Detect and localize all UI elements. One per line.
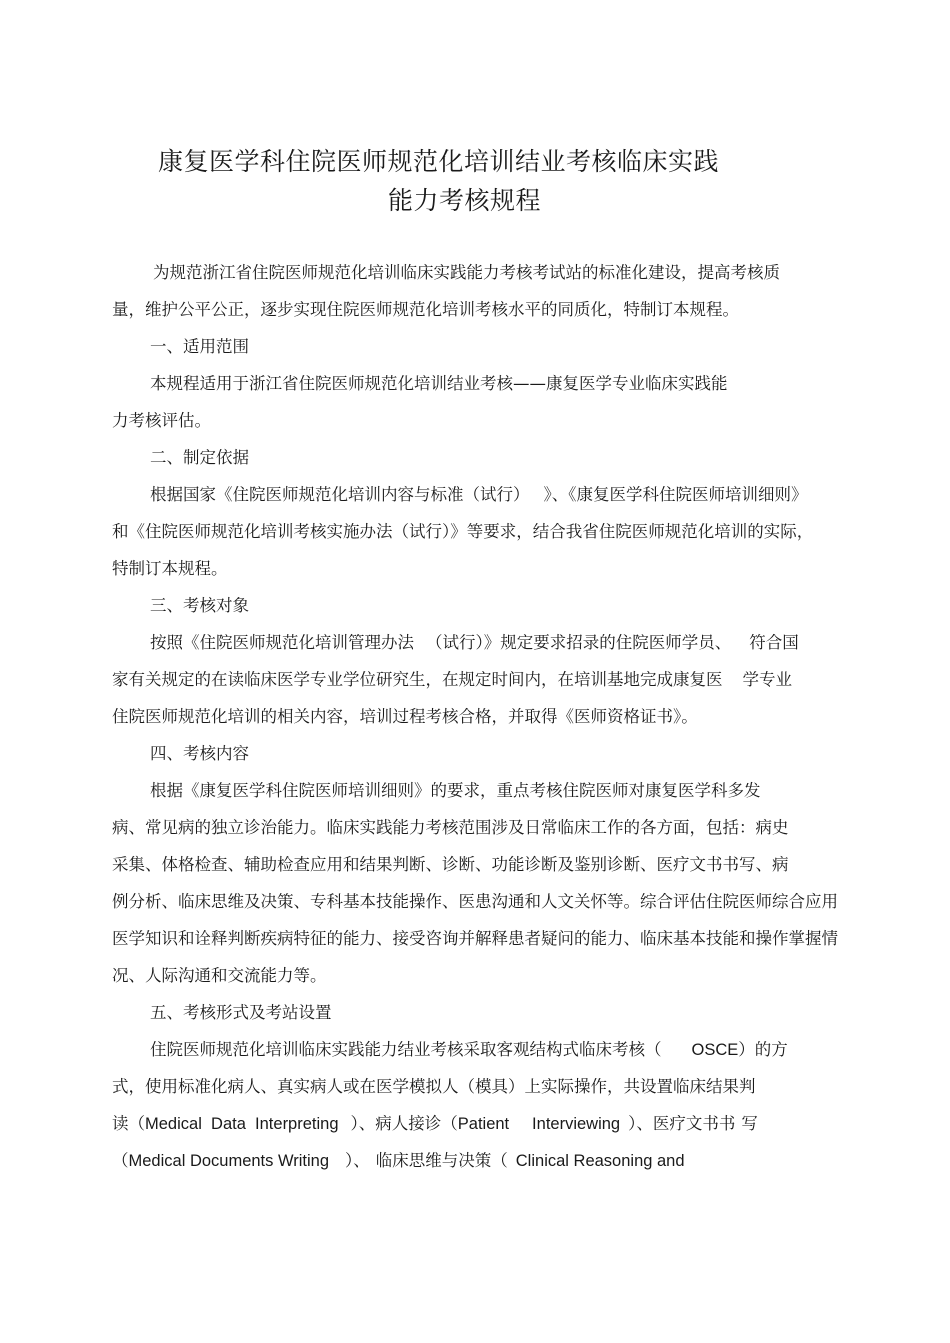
section-2-line-1-part-b: 》、《康复医学科住院医师培训细则》 — [543, 485, 808, 504]
section-3-line-1-part-a: 按照《住院医师规范化培训管理办法 — [150, 633, 414, 652]
section-5-line-3 — [112, 1113, 758, 1135]
intro-line-2: 量，维护公平公正，逐步实现住院医师规范化培训考核水平的同质化，特制订本规程。 — [112, 300, 739, 319]
section-2-line-1-part-a: 根据国家《住院医师规范化培训内容与标准（试行） — [150, 485, 530, 504]
section-5-term-clinical-reasoning: Clinical Reasoning and — [515, 1152, 685, 1170]
section-3-heading: 三、考核对象 — [150, 596, 249, 615]
section-2-line-2: 和《住院医师规范化培训考核实施办法（试行）》等要求，结合我省住院医师规范化培训的实际， — [112, 522, 814, 541]
section-5-term-medical-data: Medical Data Interpreting — [145, 1115, 339, 1133]
section-3-line-2 — [112, 669, 792, 691]
section-4-line-2: 病、常见病的独立诊治能力。临床实践能力考核范围涉及日常临床工作的各方面，包括：病史 — [112, 818, 789, 837]
section-5-line-3-part-e: ）、医疗文书书 — [628, 1114, 736, 1133]
section-1-line-2: 力考核评估。 — [112, 411, 211, 430]
section-1-heading: 一、适用范围 — [150, 337, 249, 356]
section-2-heading: 二、制定依据 — [150, 448, 249, 467]
section-4-line-1: 根据《康复医学科住院医师培训细则》的要求，重点考核住院医师对康复医学科多发 — [150, 781, 761, 800]
section-3-line-3: 住院医师规范化培训的相关内容，培训过程考核合格，并取得《医师资格证书》。 — [112, 707, 698, 726]
section-5-line-1 — [150, 1039, 788, 1061]
section-3-line-1-part-c: 符合国 — [749, 633, 799, 652]
document-title-line-2: 能力考核规程 — [388, 186, 542, 215]
section-5-line-2: 式，使用标准化病人、真实病人或在医学模拟人（模具）上实际操作，共设置临床结果判 — [112, 1077, 756, 1096]
intro-line-1: 为规范浙江省住院医师规范化培训临床实践能力考核考试站的标准化建设，提高考核质 — [153, 263, 780, 282]
section-5-line-3-part-a: 读（ — [112, 1114, 145, 1133]
section-5-line-4-part-c: ）、 — [345, 1151, 370, 1170]
section-1-line-1: 本规程适用于浙江省住院医师规范化培训结业考核——康复医学专业临床实践能 — [150, 374, 728, 393]
document-title-line-1: 康复医学科住院医师规范化培训结业考核临床实践 — [158, 147, 720, 176]
section-4-line-3: 采集、体格检查、辅助检查应用和结果判断、诊断、功能诊断及鉴别诊断、医疗文书书写、病 — [112, 855, 789, 874]
section-3-line-2-part-b: 学专业 — [742, 670, 792, 689]
section-3-line-1-part-b: （试行）》规定要求招录的住院医师学员、 — [426, 633, 732, 652]
section-5-line-4 — [112, 1150, 685, 1172]
section-5-line-1-part-c: ）的方 — [738, 1040, 788, 1059]
section-4-line-6: 况、人际沟通和交流能力等。 — [112, 966, 327, 985]
section-5-term-patient-interviewing: Patient Interviewing — [457, 1115, 621, 1133]
section-5-line-1-part-a: 住院医师规范化培训临床实践能力结业考核采取客观结构式临床考核（ — [150, 1040, 662, 1059]
section-5-heading: 五、考核形式及考站设置 — [150, 1003, 332, 1022]
section-5-line-4-part-a: （ — [112, 1151, 129, 1170]
section-5-line-3-part-c: ）、病人接诊（ — [350, 1114, 458, 1133]
section-4-heading: 四、考核内容 — [150, 744, 249, 763]
section-2-line-1 — [150, 484, 808, 506]
section-4-line-5: 医学知识和诠释判断疾病特征的能力、接受咨询并解释患者疑问的能力、临床基本技能和操作掌握情 — [112, 929, 838, 948]
section-5-line-3-part-f: 写 — [741, 1114, 758, 1133]
section-3-line-1 — [150, 632, 799, 654]
section-5-term-medical-documents: Medical Documents Writing — [128, 1152, 330, 1170]
section-2-line-3: 特制订本规程。 — [112, 559, 228, 578]
section-5-osce-term: OSCE — [691, 1041, 739, 1059]
section-4-line-4: 例分析、临床思维及决策、专科基本技能操作、医患沟通和人文关怀等。综合评估住院医师综合应用 — [112, 892, 838, 911]
section-5-line-4-part-d: 临床思维与决策（ — [375, 1151, 508, 1170]
section-3-line-2-part-a: 家有关规定的在读临床医学专业学位研究生，在规定时间内，在培训基地完成康复医 — [112, 670, 723, 689]
